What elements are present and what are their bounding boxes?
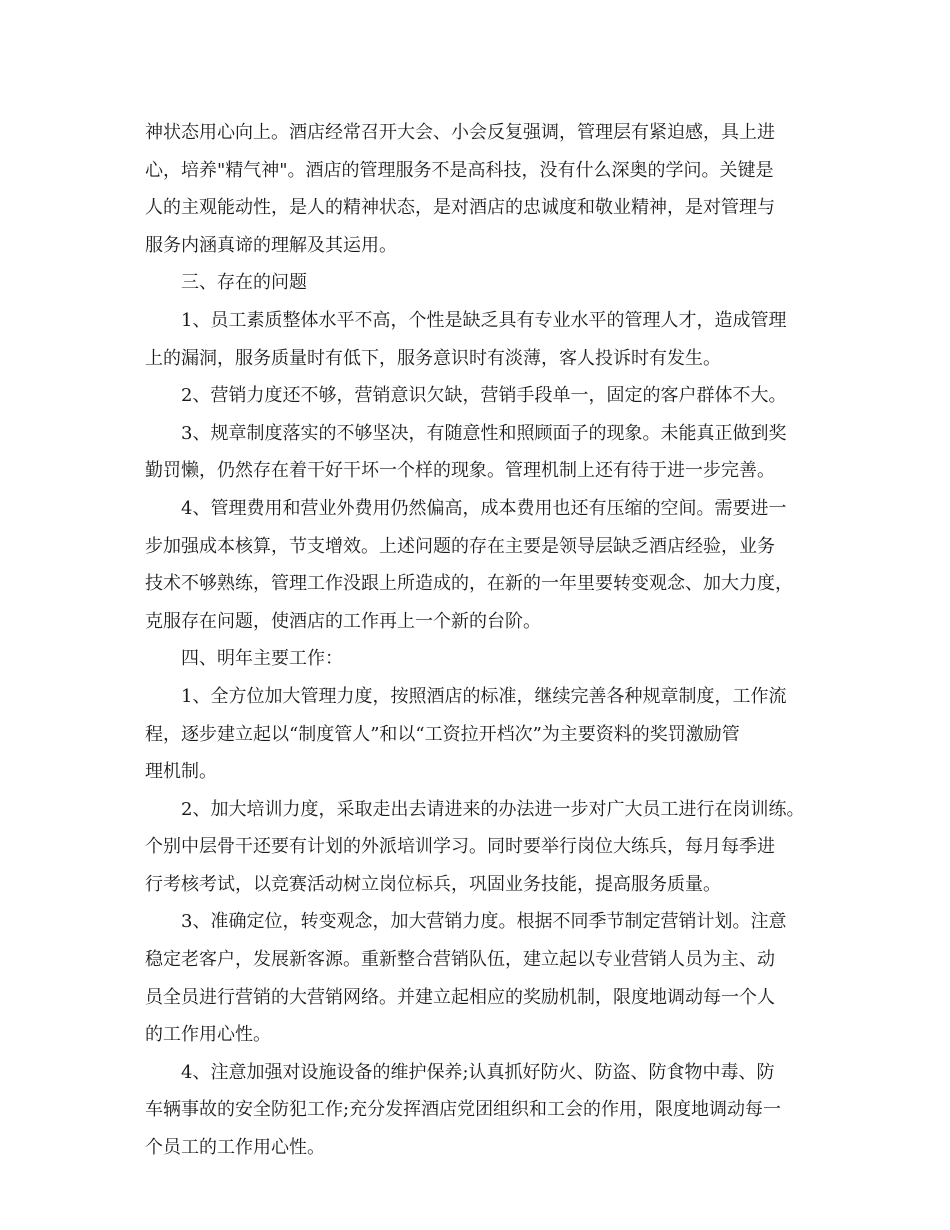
text-line: 心，培养"精气神"。酒店的管理服务不是高科技，没有什么深奥的学问。关键是 (145, 159, 774, 181)
text-line: 3、规章制度落实的不够坚决，有随意性和照顾面子的现象。未能真正做到奖 (181, 422, 787, 444)
text-line: 服务内涵真谛的理解及其运用。 (145, 234, 397, 256)
text-line: 的工作用心性。 (145, 1024, 271, 1046)
text-line: 人的主观能动性，是人的精神状态，是对酒店的忠诚度和敬业精神，是对管理与 (145, 197, 775, 219)
text-line: 4、管理费用和营业外费用仍然偏高，成本费用也还有压缩的空间。需要进一 (181, 497, 787, 519)
document-body (145, 114, 815, 1167)
text-line: 员全员进行营销的大营销网络。并建立起相应的奖励机制，限度地调动每一个人 (145, 986, 775, 1008)
text-line: 1、员工素质整体水平不高，个性是缺乏具有专业水平的管理人才，造成管理 (181, 309, 787, 331)
text-line: 程，逐步建立起以“制度管人”和以“工资拉开档次”为主要资料的奖罚激励管 (145, 723, 740, 745)
text-line: 稳定老客户，发展新客源。重新整合营销队伍，建立起以专业营销人员为主、动 (145, 949, 775, 971)
text-line: 3、准确定位，转变观念，加大营销力度。根据不同季节制定营销计划。注意 (181, 911, 787, 933)
text-line: 三、存在的问题 (181, 272, 307, 294)
text-line: 理机制。 (145, 761, 217, 783)
text-line: 个员工的工作用心性。 (145, 1137, 325, 1159)
text-line: 克服存在问题，使酒店的工作再上一个新的台阶。 (145, 610, 541, 632)
text-line: 1、全方位加大管理力度，按照酒店的标准，继续完善各种规章制度，工作流 (181, 685, 787, 707)
text-line: 4、注意加强对设施设备的维护保养;认真抓好防火、防盗、防食物中毒、防 (181, 1061, 775, 1083)
text-line: 神状态用心向上。酒店经常召开大会、小会反复强调，管理层有紧迫感，具上进 (145, 122, 775, 143)
text-line: 上的漏洞，服务质量时有低下，服务意识时有淡薄，客人投诉时有发生。 (145, 347, 721, 369)
text-line: 技术不够熟练，管理工作没跟上所造成的，在新的一年里要转变观念、加大力度， (145, 573, 793, 595)
text-line: 四、明年主要工作： (181, 648, 343, 670)
text-line: 步加强成本核算，节支增效。上述问题的存在主要是领导层缺乏酒店经验，业务 (145, 535, 775, 557)
text-line: 2、营销力度还不够，营销意识欠缺，营销手段单一，固定的客户群体不大。 (181, 385, 787, 407)
text-line: 车辆事故的安全防犯工作;充分发挥酒店党团组织和工会的作用，限度地调动每一 (145, 1099, 782, 1121)
text-line: 个别中层骨干还要有计划的外派培训学习。同时要举行岗位大练兵，每月每季进 (145, 836, 775, 858)
text-line: 2、加大培训力度，采取走出去请进来的办法进一步对广大员工进行在岗训练。 (181, 798, 805, 820)
text-line: 行考核考试，以竞赛活动树立岗位标兵，巩固业务技能，提高服务质量。 (145, 873, 721, 895)
text-line: 勤罚懒，仍然存在着干好干坏一个样的现象。管理机制上还有待于进一步完善。 (145, 460, 775, 482)
